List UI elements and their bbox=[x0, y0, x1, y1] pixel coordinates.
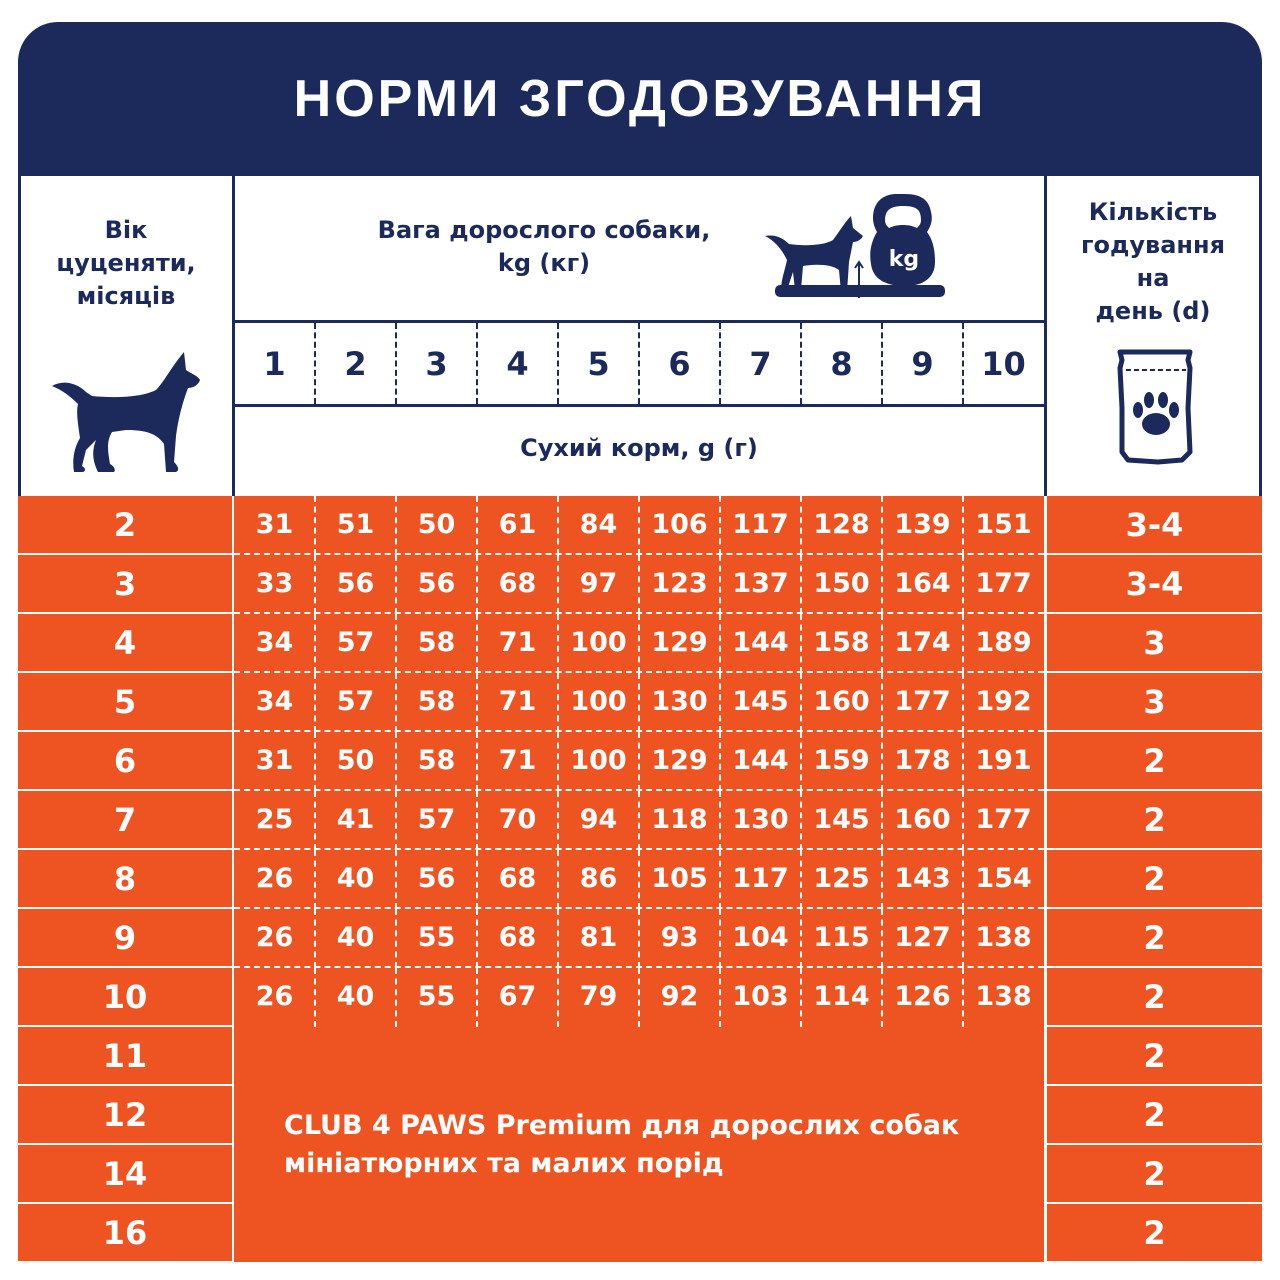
dashed-divider bbox=[638, 323, 640, 404]
dashed-divider bbox=[395, 968, 397, 1027]
grams-cell: 150 bbox=[813, 568, 870, 599]
dashed-divider bbox=[800, 673, 802, 732]
feedings-header-line: день (d) bbox=[1095, 297, 1211, 325]
grams-cell: 158 bbox=[813, 627, 870, 658]
grams-cell: 143 bbox=[894, 863, 951, 894]
grams-cell: 84 bbox=[579, 509, 618, 540]
dashed-divider bbox=[557, 791, 559, 850]
weight-column-header: 8 bbox=[830, 344, 853, 383]
dashed-divider bbox=[962, 496, 964, 555]
page-title: НОРМИ ЗГОДОВУВАННЯ bbox=[18, 22, 1262, 176]
feedings-header-line: годування bbox=[1080, 231, 1225, 259]
grams-cell: 128 bbox=[813, 509, 870, 540]
dashed-divider bbox=[557, 555, 559, 614]
dashed-divider bbox=[476, 614, 478, 673]
dashed-divider bbox=[476, 909, 478, 968]
grams-cell: 129 bbox=[651, 745, 708, 776]
weight-column-header: 3 bbox=[425, 344, 448, 383]
dashed-divider bbox=[557, 323, 559, 404]
age-header-line: цуценяти, bbox=[56, 249, 196, 277]
grams-cell: 41 bbox=[336, 804, 375, 835]
grams-cell: 97 bbox=[579, 568, 618, 599]
feeding-table bbox=[18, 22, 1262, 1262]
weight-column-header: 7 bbox=[749, 344, 772, 383]
grams-cell: 58 bbox=[417, 745, 456, 776]
age-cell: 5 bbox=[18, 673, 232, 730]
dashed-divider bbox=[557, 732, 559, 791]
feedings-cell: 3 bbox=[1047, 614, 1262, 671]
feedings-cell: 2 bbox=[1047, 732, 1262, 789]
grams-cell: 26 bbox=[255, 981, 294, 1012]
weight-header-line: kg (кг) bbox=[497, 249, 591, 277]
dashed-divider bbox=[557, 850, 559, 909]
dashed-divider bbox=[314, 909, 316, 968]
grams-cell: 57 bbox=[417, 804, 456, 835]
dashed-divider bbox=[476, 732, 478, 791]
dashed-divider bbox=[962, 909, 964, 968]
feedings-cell: 3-4 bbox=[1047, 555, 1262, 612]
grams-cell: 106 bbox=[651, 509, 708, 540]
weight-column-header: 4 bbox=[506, 344, 529, 383]
dashed-divider bbox=[314, 323, 316, 404]
age-cell: 7 bbox=[18, 791, 232, 848]
dashed-divider bbox=[881, 614, 883, 673]
grams-cell: 40 bbox=[336, 981, 375, 1012]
grams-cell: 126 bbox=[894, 981, 951, 1012]
feedings-cell: 2 bbox=[1047, 968, 1262, 1025]
grams-cell: 177 bbox=[975, 568, 1032, 599]
dashed-divider bbox=[719, 555, 721, 614]
dashed-divider bbox=[395, 673, 397, 732]
dashed-divider bbox=[638, 673, 640, 732]
grams-cell: 56 bbox=[417, 863, 456, 894]
grams-cell: 86 bbox=[579, 863, 618, 894]
grams-cell: 114 bbox=[813, 981, 870, 1012]
dashed-divider bbox=[800, 968, 802, 1027]
dashed-divider bbox=[638, 850, 640, 909]
grams-cell: 58 bbox=[417, 627, 456, 658]
product-note bbox=[234, 1027, 1044, 1262]
feedings-cell: 2 bbox=[1047, 1204, 1262, 1261]
weight-column-header: 2 bbox=[344, 344, 367, 383]
kettlebell-label: kg bbox=[888, 247, 920, 272]
age-cell: 12 bbox=[18, 1086, 232, 1143]
dashed-divider bbox=[962, 673, 964, 732]
dashed-divider bbox=[881, 496, 883, 555]
dashed-divider bbox=[314, 850, 316, 909]
dashed-divider bbox=[476, 673, 478, 732]
grams-cell: 103 bbox=[732, 981, 789, 1012]
grams-cell: 177 bbox=[894, 686, 951, 717]
age-cell: 16 bbox=[18, 1204, 232, 1261]
dashed-divider bbox=[800, 791, 802, 850]
feedings-cell: 2 bbox=[1047, 1027, 1262, 1084]
dashed-divider bbox=[881, 673, 883, 732]
dashed-divider bbox=[476, 323, 478, 404]
grams-cell: 70 bbox=[498, 804, 537, 835]
weight-header bbox=[334, 214, 754, 280]
grams-cell: 58 bbox=[417, 686, 456, 717]
grams-cell: 40 bbox=[336, 863, 375, 894]
dashed-divider bbox=[800, 909, 802, 968]
grams-cell: 127 bbox=[894, 922, 951, 953]
dog-on-scale-icon bbox=[763, 190, 948, 306]
product-note-line: мініатюрних та малих порід bbox=[284, 1148, 724, 1179]
grams-cell: 26 bbox=[255, 863, 294, 894]
border-right bbox=[1259, 176, 1262, 496]
age-cell: 14 bbox=[18, 1145, 232, 1202]
dashed-divider bbox=[314, 614, 316, 673]
feedings-header-line: на bbox=[1136, 264, 1170, 292]
dashed-divider bbox=[476, 850, 478, 909]
dashed-divider bbox=[962, 323, 964, 404]
grams-cell: 33 bbox=[255, 568, 294, 599]
grams-cell: 57 bbox=[336, 627, 375, 658]
age-cell: 6 bbox=[18, 732, 232, 789]
grams-cell: 178 bbox=[894, 745, 951, 776]
dashed-divider bbox=[557, 968, 559, 1027]
dashed-divider bbox=[638, 909, 640, 968]
grams-cell: 56 bbox=[417, 568, 456, 599]
dashed-divider bbox=[719, 909, 721, 968]
dashed-divider bbox=[638, 496, 640, 555]
dashed-divider bbox=[395, 732, 397, 791]
dashed-divider bbox=[395, 555, 397, 614]
feedings-cell: 3-4 bbox=[1047, 496, 1262, 553]
grams-cell: 51 bbox=[336, 509, 375, 540]
feedings-header bbox=[1047, 196, 1259, 328]
dashed-divider bbox=[638, 968, 640, 1027]
dashed-divider bbox=[395, 496, 397, 555]
dashed-divider bbox=[719, 323, 721, 404]
grams-cell: 61 bbox=[498, 509, 537, 540]
dashed-divider bbox=[719, 968, 721, 1027]
dashed-divider bbox=[557, 614, 559, 673]
grams-cell: 144 bbox=[732, 745, 789, 776]
grams-cell: 177 bbox=[975, 804, 1032, 835]
age-cell: 8 bbox=[18, 850, 232, 907]
grams-cell: 71 bbox=[498, 627, 537, 658]
grams-cell: 137 bbox=[732, 568, 789, 599]
age-cell: 3 bbox=[18, 555, 232, 612]
weight-column-header: 10 bbox=[981, 344, 1026, 383]
grams-cell: 92 bbox=[660, 981, 699, 1012]
dashed-divider bbox=[476, 555, 478, 614]
feedings-cell: 2 bbox=[1047, 1086, 1262, 1143]
dashed-divider bbox=[395, 323, 397, 404]
dashed-divider bbox=[719, 614, 721, 673]
dashed-divider bbox=[962, 850, 964, 909]
grams-cell: 139 bbox=[894, 509, 951, 540]
age-cell: 2 bbox=[18, 496, 232, 553]
grams-cell: 68 bbox=[498, 863, 537, 894]
grams-cell: 192 bbox=[975, 686, 1032, 717]
dashed-divider bbox=[638, 614, 640, 673]
dashed-divider bbox=[476, 968, 478, 1027]
grams-cell: 130 bbox=[732, 804, 789, 835]
grams-cell: 93 bbox=[660, 922, 699, 953]
dashed-divider bbox=[800, 555, 802, 614]
dashed-divider bbox=[881, 850, 883, 909]
grams-cell: 68 bbox=[498, 568, 537, 599]
dashed-divider bbox=[557, 673, 559, 732]
dashed-divider bbox=[719, 850, 721, 909]
grams-cell: 117 bbox=[732, 509, 789, 540]
dashed-divider bbox=[476, 791, 478, 850]
dashed-divider bbox=[395, 850, 397, 909]
dashed-divider bbox=[881, 732, 883, 791]
age-cell: 9 bbox=[18, 909, 232, 966]
dashed-divider bbox=[395, 909, 397, 968]
grams-cell: 79 bbox=[579, 981, 618, 1012]
grams-cell: 50 bbox=[417, 509, 456, 540]
dashed-divider bbox=[719, 496, 721, 555]
age-header-line: Вік bbox=[104, 216, 148, 244]
food-pouch-icon bbox=[1116, 348, 1196, 468]
grams-cell: 55 bbox=[417, 922, 456, 953]
grams-cell: 138 bbox=[975, 981, 1032, 1012]
grams-cell: 71 bbox=[498, 745, 537, 776]
dashed-divider bbox=[638, 732, 640, 791]
dashed-divider bbox=[881, 323, 883, 404]
grams-cell: 151 bbox=[975, 509, 1032, 540]
weights-row bbox=[234, 323, 1044, 404]
dashed-divider bbox=[314, 732, 316, 791]
dashed-divider bbox=[395, 614, 397, 673]
grams-cell: 145 bbox=[813, 804, 870, 835]
grams-cell: 129 bbox=[651, 627, 708, 658]
weight-column-header: 5 bbox=[587, 344, 610, 383]
grams-cell: 68 bbox=[498, 922, 537, 953]
dashed-divider bbox=[962, 614, 964, 673]
product-note-line: CLUB 4 PAWS Premium для дорослих собак bbox=[284, 1110, 960, 1141]
feedings-cell: 2 bbox=[1047, 791, 1262, 848]
dashed-divider bbox=[314, 673, 316, 732]
table-body bbox=[18, 496, 1262, 1262]
grams-cell: 55 bbox=[417, 981, 456, 1012]
dashed-divider bbox=[719, 791, 721, 850]
grams-cell: 56 bbox=[336, 568, 375, 599]
grams-cell: 94 bbox=[579, 804, 618, 835]
grams-cell: 100 bbox=[570, 627, 627, 658]
dashed-divider bbox=[962, 791, 964, 850]
weight-column-header: 9 bbox=[911, 344, 934, 383]
grams-cell: 34 bbox=[255, 627, 294, 658]
grams-cell: 145 bbox=[732, 686, 789, 717]
dashed-divider bbox=[557, 909, 559, 968]
weight-column-header: 1 bbox=[263, 344, 286, 383]
dashed-divider bbox=[638, 555, 640, 614]
grams-cell: 160 bbox=[894, 804, 951, 835]
dashed-divider bbox=[800, 323, 802, 404]
grams-cell: 144 bbox=[732, 627, 789, 658]
age-header bbox=[18, 214, 234, 313]
grams-cell: 31 bbox=[255, 745, 294, 776]
feedings-cell: 3 bbox=[1047, 673, 1262, 730]
dashed-divider bbox=[557, 496, 559, 555]
grams-cell: 34 bbox=[255, 686, 294, 717]
dashed-divider bbox=[800, 850, 802, 909]
weight-column-header: 6 bbox=[668, 344, 691, 383]
grams-cell: 57 bbox=[336, 686, 375, 717]
grams-cell: 71 bbox=[498, 686, 537, 717]
feedings-cell: 2 bbox=[1047, 1145, 1262, 1202]
age-cell: 11 bbox=[18, 1027, 232, 1084]
grams-cell: 191 bbox=[975, 745, 1032, 776]
age-header-line: місяців bbox=[76, 282, 176, 310]
dashed-divider bbox=[881, 791, 883, 850]
age-cell: 4 bbox=[18, 614, 232, 671]
dashed-divider bbox=[395, 791, 397, 850]
dashed-divider bbox=[881, 968, 883, 1027]
dashed-divider bbox=[962, 732, 964, 791]
grams-cell: 67 bbox=[498, 981, 537, 1012]
dashed-divider bbox=[314, 791, 316, 850]
dashed-divider bbox=[962, 555, 964, 614]
dashed-divider bbox=[800, 614, 802, 673]
grams-cell: 154 bbox=[975, 863, 1032, 894]
weight-header-line: Вага дорослого собаки, bbox=[377, 216, 711, 244]
puppy-icon bbox=[52, 352, 202, 474]
dashed-divider bbox=[800, 732, 802, 791]
dashed-divider bbox=[314, 968, 316, 1027]
grams-cell: 40 bbox=[336, 922, 375, 953]
dashed-divider bbox=[476, 496, 478, 555]
feedings-header-line: Кількість bbox=[1088, 198, 1218, 226]
dashed-divider bbox=[719, 732, 721, 791]
grams-cell: 160 bbox=[813, 686, 870, 717]
dashed-divider bbox=[314, 555, 316, 614]
grams-cell: 31 bbox=[255, 509, 294, 540]
dashed-divider bbox=[800, 496, 802, 555]
grams-cell: 100 bbox=[570, 745, 627, 776]
dashed-divider bbox=[881, 909, 883, 968]
grams-cell: 100 bbox=[570, 686, 627, 717]
grams-cell: 81 bbox=[579, 922, 618, 953]
grams-cell: 117 bbox=[732, 863, 789, 894]
dashed-divider bbox=[314, 496, 316, 555]
age-cell: 10 bbox=[18, 968, 232, 1025]
grams-cell: 26 bbox=[255, 922, 294, 953]
grams-cell: 123 bbox=[651, 568, 708, 599]
grams-cell: 118 bbox=[651, 804, 708, 835]
grams-cell: 50 bbox=[336, 745, 375, 776]
grams-cell: 25 bbox=[255, 804, 294, 835]
grams-cell: 104 bbox=[732, 922, 789, 953]
grams-cell: 115 bbox=[813, 922, 870, 953]
feedings-cell: 2 bbox=[1047, 909, 1262, 966]
dashed-divider bbox=[881, 555, 883, 614]
dry-food-header: Сухий корм, g (г) bbox=[520, 434, 758, 462]
dashed-divider bbox=[719, 673, 721, 732]
grams-cell: 105 bbox=[651, 863, 708, 894]
grams-cell: 125 bbox=[813, 863, 870, 894]
grams-cell: 189 bbox=[975, 627, 1032, 658]
dashed-divider bbox=[638, 791, 640, 850]
grams-cell: 130 bbox=[651, 686, 708, 717]
grams-cell: 164 bbox=[894, 568, 951, 599]
grams-cell: 159 bbox=[813, 745, 870, 776]
grams-cell: 174 bbox=[894, 627, 951, 658]
divider bbox=[232, 404, 1046, 407]
feedings-cell: 2 bbox=[1047, 850, 1262, 907]
dashed-divider bbox=[962, 968, 964, 1027]
grams-cell: 138 bbox=[975, 922, 1032, 953]
